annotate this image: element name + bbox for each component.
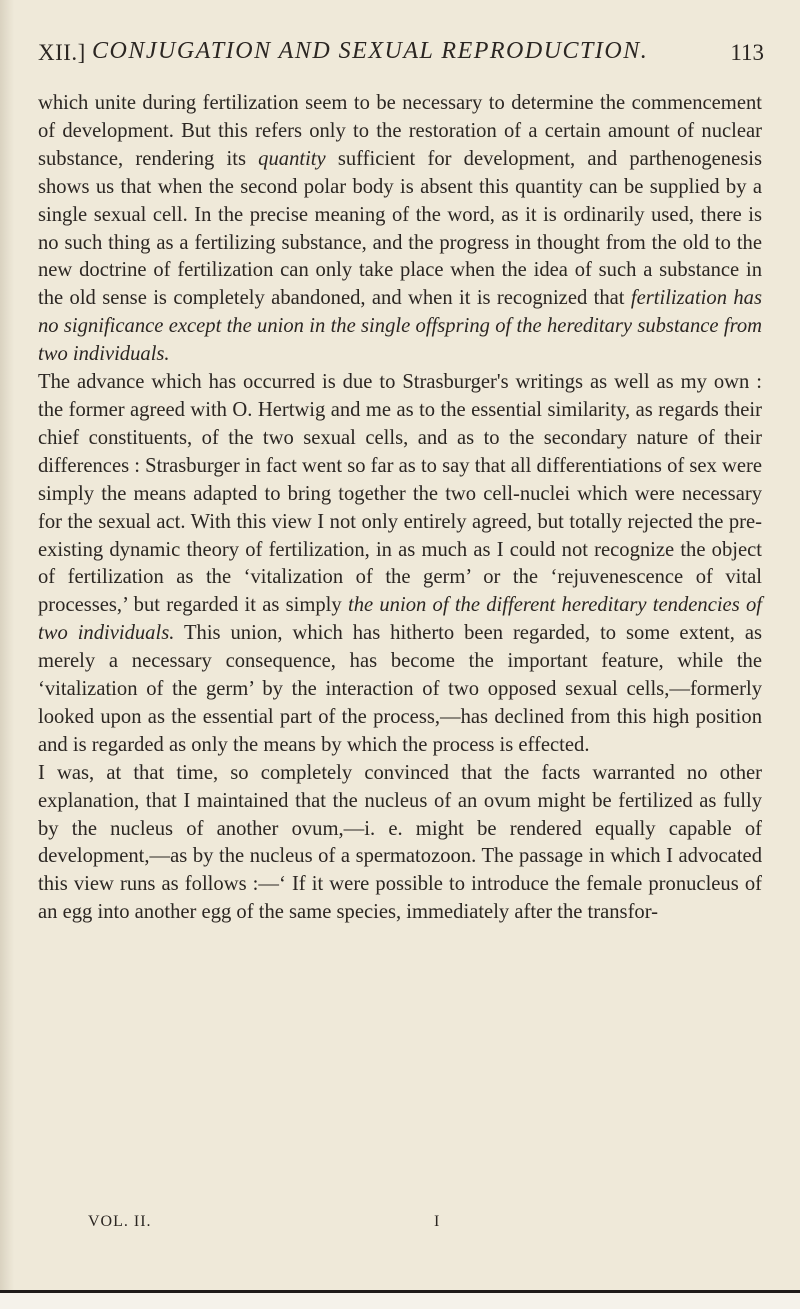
paragraph-1 (38, 90, 762, 369)
paragraph-2 (38, 369, 762, 760)
running-title: CONJUGATION AND SEXUAL REPRODUCTION. (92, 38, 649, 64)
italic-text: quantity (258, 147, 326, 170)
signature-mark: I (434, 1213, 441, 1230)
italic-text: fertilization has no significance except the union in the single offspring of the hereditary substance from two individuals. (38, 287, 762, 366)
running-header (38, 36, 778, 70)
text-run: This union, which has hitherto been regarded, to some extent, as merely a necessary consequence, has become the important feature, while the ‘vitalization of the germ’ by the interaction of two opposed sexual cells,—formerly looked upon as the essential part of the process,—has declined from this high position and is regarded as only the means by which the process is effected. (38, 622, 762, 756)
page-edge (0, 0, 14, 1309)
italic-text: the union of the different hereditary tendencies of two individuals. (38, 594, 762, 645)
page-margin-bottom (0, 1293, 800, 1309)
text-run: which unite during fertilization seem to be necessary to determine the commencement of development. But this refers only to the restoration of a certain amount of nuclear substance, rendering its (38, 92, 762, 170)
volume-label: VOL. II. (88, 1213, 152, 1230)
body-text (38, 90, 762, 927)
text-run: sufficient for development, and parthenogenesis shows us that when the second polar body is absent this quantity can be supplied by a single sexual cell. In the precise meaning of the word, as it is ordinarily used, there is no such thing as a fertilizing substance, and the progress in thought from the old to the new doctrine of fertilization can only take place when the idea of such a substance in the old sense is completely abandoned, and when it is recognized that (38, 147, 762, 310)
text-run: I was, at that time, so completely convinced that the facts warranted no other explanation, that I maintained that the nucleus of an ovum might be fertilized as fully by the nucleus of another ovum,—i. e. might be rendered equally capable of development,—as by the nucleus of a spermatozoon. The passage in which I advocated this view runs as follows :—‘ If it were possible to introduce the female pronucleus of an egg into another egg of the same species, immediately after the transfor- (38, 761, 762, 924)
page-number: 113 (730, 40, 764, 65)
paragraph-3 (38, 760, 762, 927)
chapter-number: XII.] (38, 40, 86, 65)
text-run: The advance which has occurred is due to Strasburger's writings as well as my own : the former agreed with O. Hertwig and me as to the essential similarity, as regards their chief constituents, of the two sexual cells, and as to the secondary nature of their differences : Strasburger in fact went so far as to say that all differentiations of sex were simply the means adapted to bring together the two cell-nuclei which were necessary for the sexual act. With this view I not only entirely agreed, but totally rejected the pre-existing dynamic theory of fertilization, in as much as I could not recognize the object of fertilization as the ‘vitalization of the germ’ or the ‘rejuvenescence of vital processes,’ but regarded it as simply (38, 371, 762, 617)
page-footer (88, 1213, 508, 1239)
